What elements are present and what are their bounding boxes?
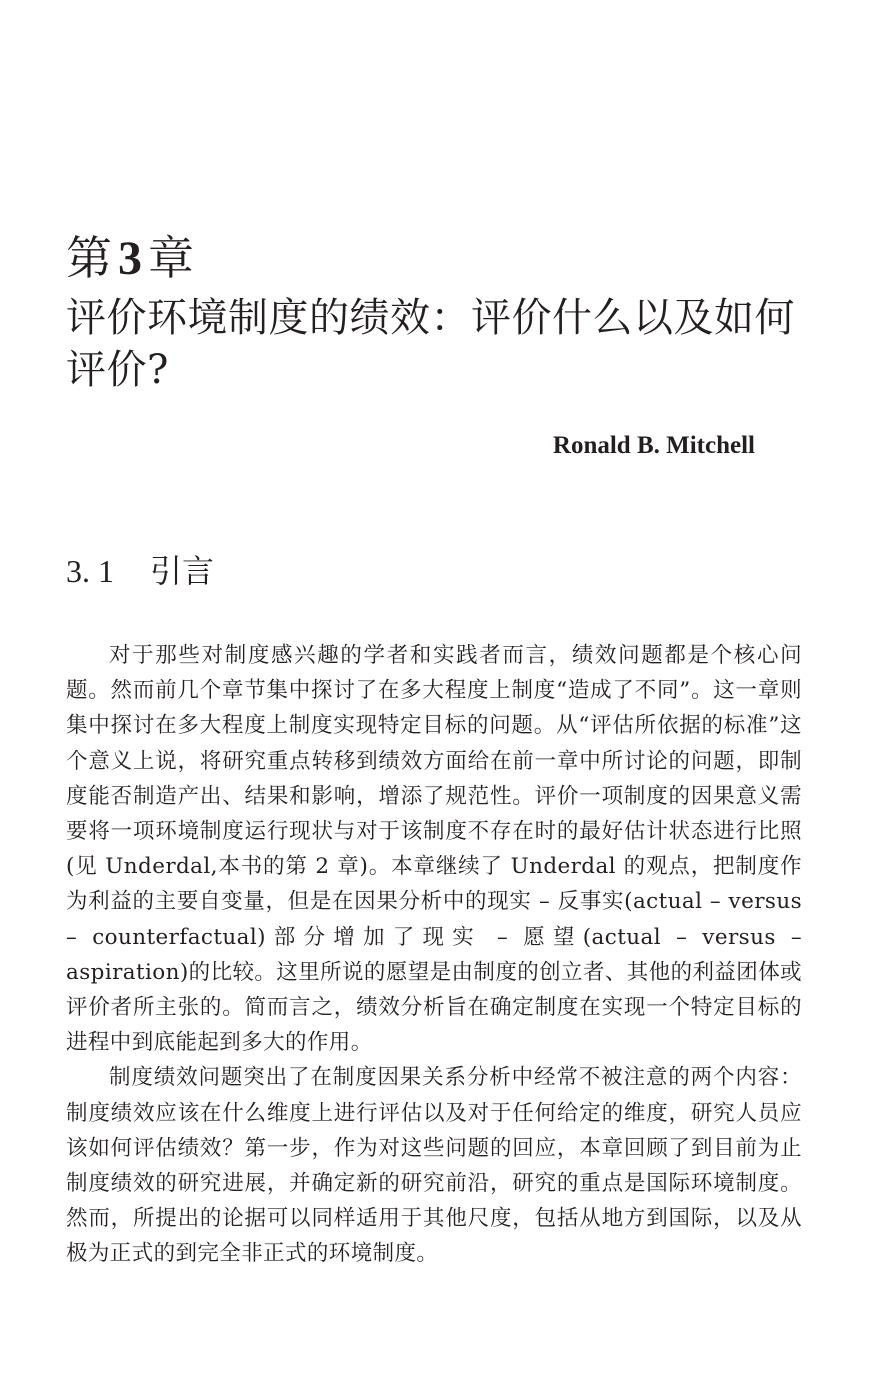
section-number: 3. 1: [66, 553, 114, 589]
chapter-label: [66, 228, 194, 289]
chapter-title: 评价环境制度的绩效：评价什么以及如何评价?: [66, 295, 795, 393]
body-text: [66, 638, 802, 1272]
chapter-number: 3: [118, 232, 142, 285]
chapter-suffix: 章: [148, 231, 194, 285]
paragraph: 对于那些对制度感兴趣的学者和实践者而言，绩效问题都是个核心问题。然而前几个章节集中探讨了在多大程度上制度“造成了不同”。这一章则集中探讨在多大程度上制度实现特定目标的问题。从“评估所依据的标准”这个意义上说，将研究重点转移到绩效方面给在前一章中所讨论的问题，即制度能否制造产出、结果和影响，增添了规范性。评价一项制度的因果意义需要将一项环境制度运行现状与对于该制度不存在时的最好估计状态进行比照(见 Underdal,本书的第 2 章)。本章继续了 Underdal 的观点，把制度作为利益的主要自变量，但是在因果分析中的现实 – 反事实(actual – versus – counterfactual)部分增加了现实 – 愿望(actual – versus – aspiration)的比较。这里所说的愿望是由制度的创立者、其他的利益团体或评价者所主张的。简而言之，绩效分析旨在确定制度在实现一个特定目标的进程中到底能起到多大的作用。: [66, 643, 802, 1056]
section-title: 引言: [150, 552, 215, 590]
paragraph: 制度绩效问题突出了在制度因果关系分析中经常不被注意的两个内容：制度绩效应该在什么维度上进行评估以及对于任何给定的维度，研究人员应该如何评估绩效？第一步，作为对这些问题的回应，本章回顾了到目前为止制度绩效的研究进展，并确定新的研究前沿，研究的重点是国际环境制度。然而，所提出的论据可以同样适用于其他尺度，包括从地方到国际，以及从极为正式的到完全非正式的环境制度。: [66, 1065, 802, 1267]
section-heading: [66, 550, 214, 592]
chapter-prefix: 第: [66, 231, 112, 285]
author-name: Ronald B. Mitchell: [552, 432, 755, 459]
